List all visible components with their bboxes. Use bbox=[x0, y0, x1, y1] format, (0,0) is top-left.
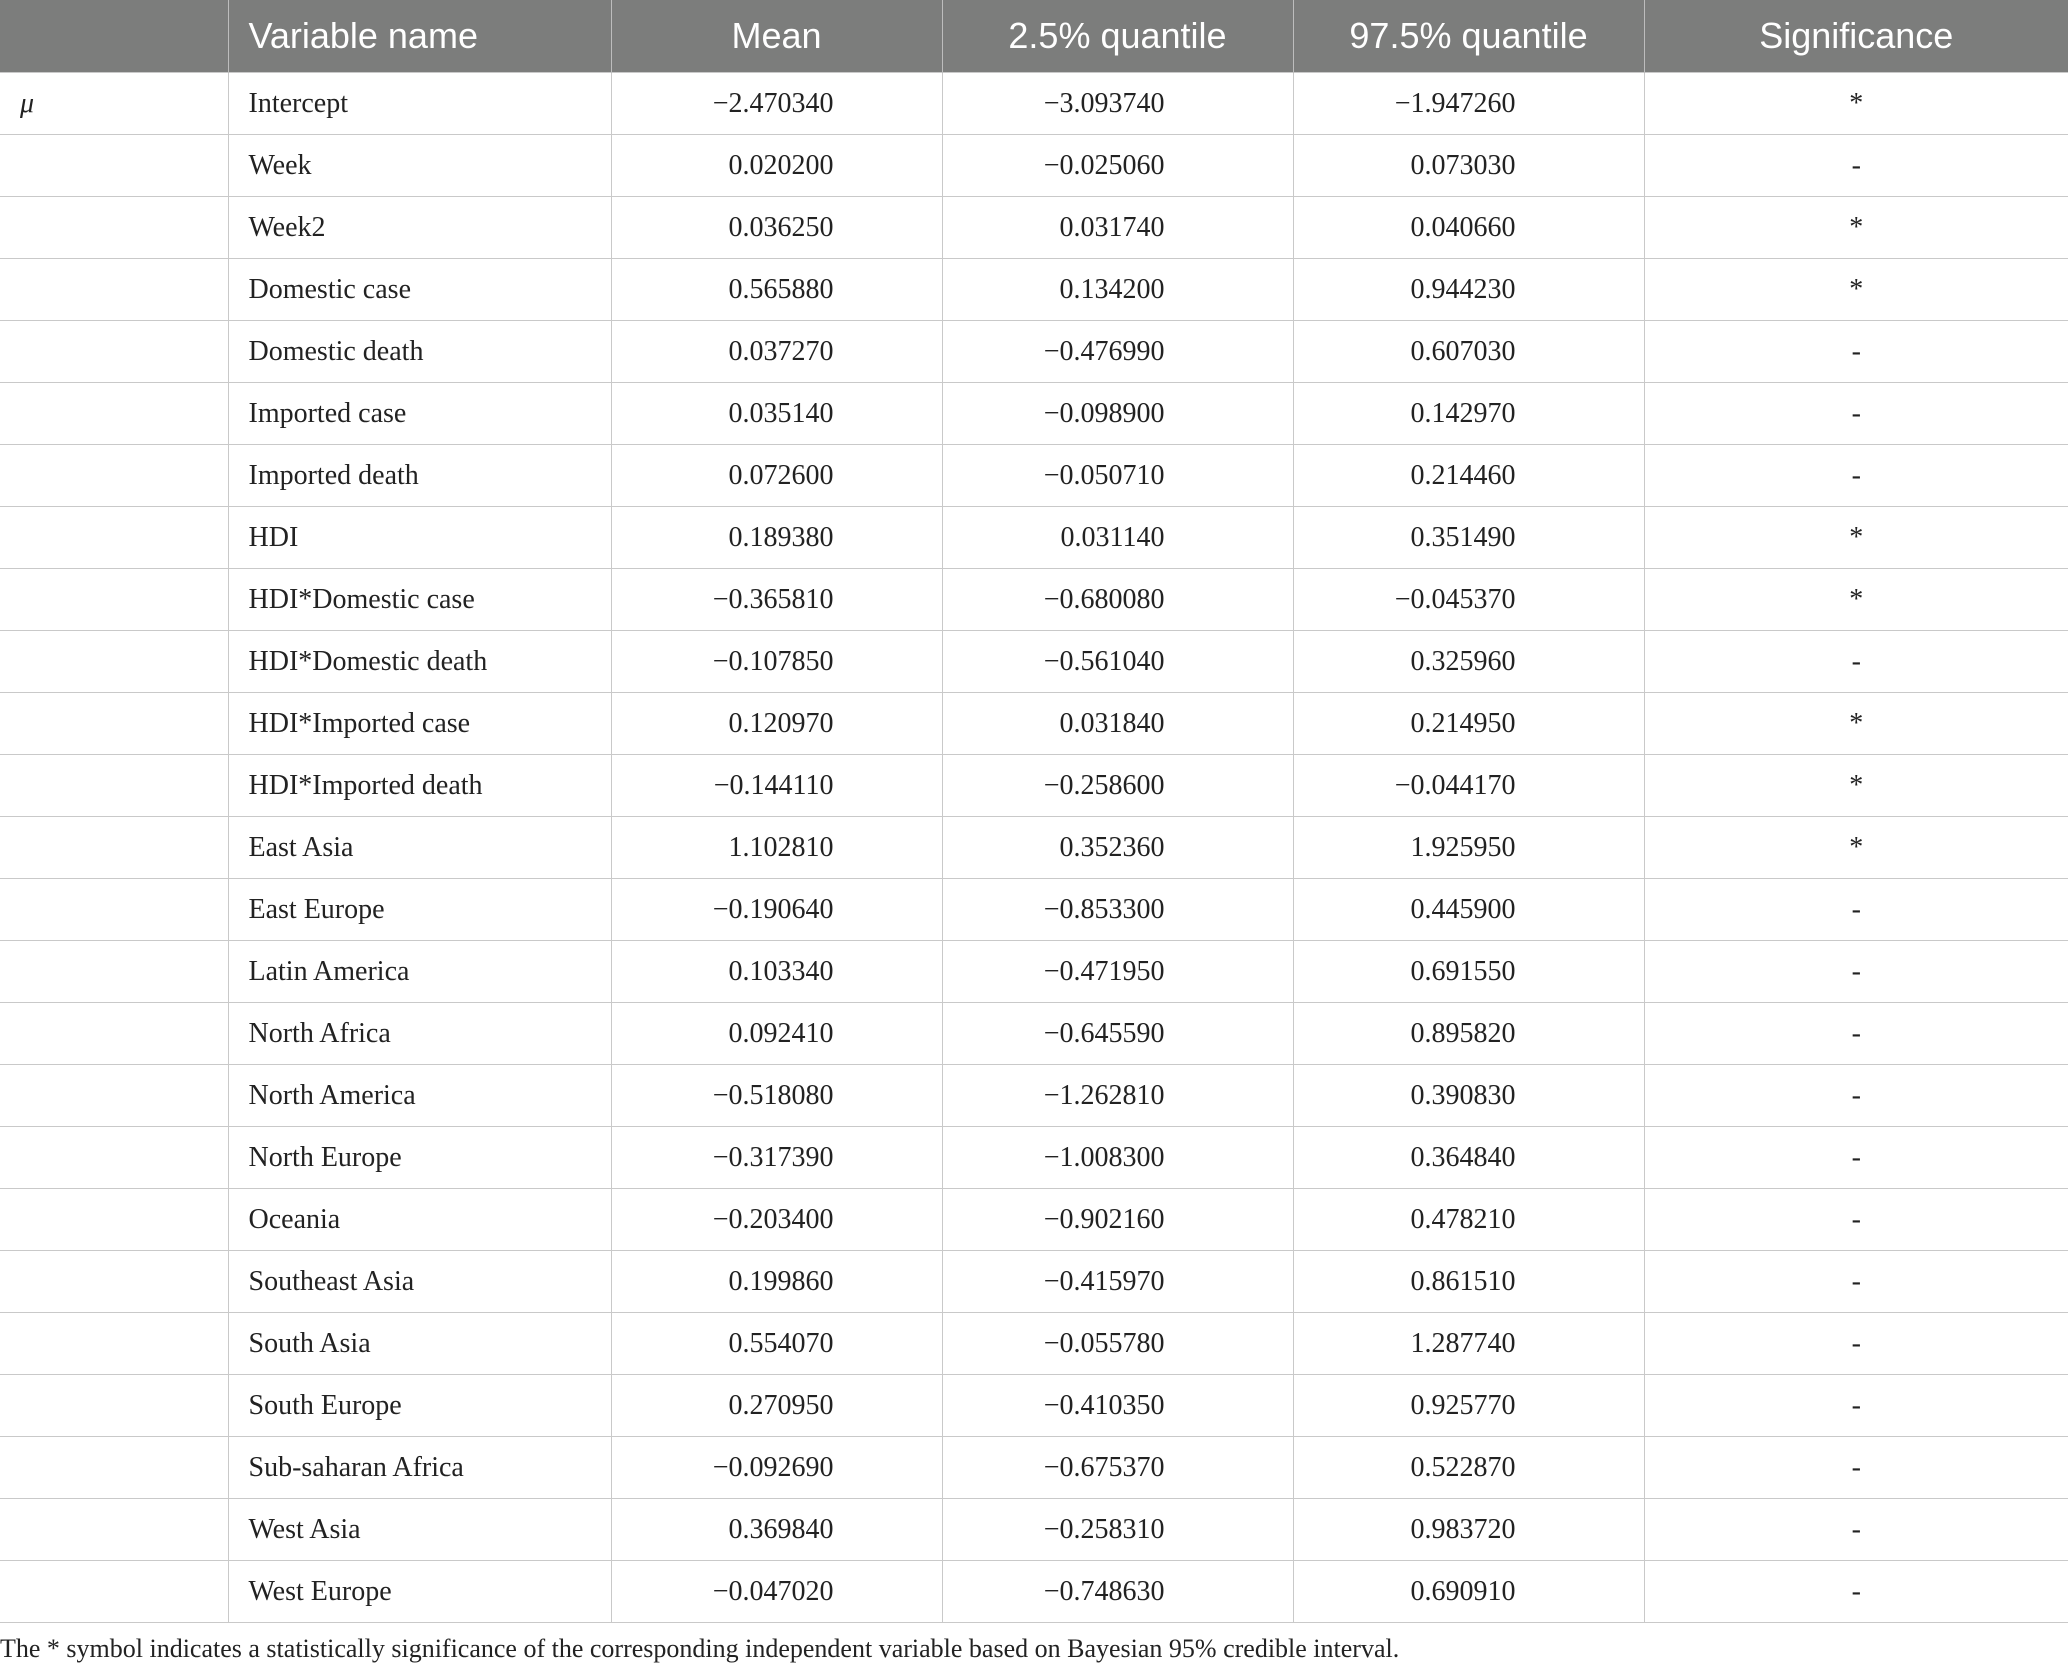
cell-mean: 0.072600 bbox=[611, 445, 942, 507]
cell-mean: 0.199860 bbox=[611, 1251, 942, 1313]
cell-mean: −0.317390 bbox=[611, 1127, 942, 1189]
cell-quantile-97-5: 0.214950 bbox=[1293, 693, 1644, 755]
cell-symbol bbox=[0, 1189, 228, 1251]
cell-variable-name: East Asia bbox=[228, 817, 611, 879]
table-row bbox=[0, 383, 2068, 445]
cell-significance: * bbox=[1644, 259, 2068, 321]
cell-quantile-2-5: −0.415970 bbox=[942, 1251, 1293, 1313]
table-row bbox=[0, 445, 2068, 507]
header-symbol bbox=[0, 0, 228, 73]
cell-significance: - bbox=[1644, 1065, 2068, 1127]
cell-quantile-97-5: 0.390830 bbox=[1293, 1065, 1644, 1127]
cell-variable-name: Latin America bbox=[228, 941, 611, 1003]
cell-significance: - bbox=[1644, 383, 2068, 445]
cell-symbol bbox=[0, 1065, 228, 1127]
cell-variable-name: South Asia bbox=[228, 1313, 611, 1375]
table-row bbox=[0, 1375, 2068, 1437]
cell-symbol bbox=[0, 693, 228, 755]
cell-variable-name: HDI*Imported death bbox=[228, 755, 611, 817]
cell-significance: - bbox=[1644, 1003, 2068, 1065]
cell-quantile-2-5: −0.050710 bbox=[942, 445, 1293, 507]
cell-variable-name: Week bbox=[228, 135, 611, 197]
cell-quantile-2-5: −0.476990 bbox=[942, 321, 1293, 383]
cell-significance: - bbox=[1644, 941, 2068, 1003]
cell-quantile-2-5: −0.098900 bbox=[942, 383, 1293, 445]
cell-mean: 0.554070 bbox=[611, 1313, 942, 1375]
table-footnote: The * symbol indicates a statistically significance of the corresponding independent variable based on Bayesian 95% credible interval. bbox=[0, 1634, 1400, 1663]
cell-quantile-97-5: 0.445900 bbox=[1293, 879, 1644, 941]
table-row bbox=[0, 507, 2068, 569]
cell-symbol bbox=[0, 1561, 228, 1623]
cell-mean: 0.020200 bbox=[611, 135, 942, 197]
cell-variable-name: South Europe bbox=[228, 1375, 611, 1437]
cell-significance: - bbox=[1644, 1189, 2068, 1251]
cell-quantile-97-5: 0.861510 bbox=[1293, 1251, 1644, 1313]
cell-mean: 0.270950 bbox=[611, 1375, 942, 1437]
table-row bbox=[0, 693, 2068, 755]
cell-quantile-2-5: −1.262810 bbox=[942, 1065, 1293, 1127]
table-row bbox=[0, 631, 2068, 693]
cell-significance: - bbox=[1644, 1375, 2068, 1437]
cell-mean: −0.365810 bbox=[611, 569, 942, 631]
table-body bbox=[0, 73, 2068, 1623]
cell-significance: - bbox=[1644, 1313, 2068, 1375]
header-quantile-97-5: 97.5% quantile bbox=[1293, 0, 1644, 73]
cell-quantile-97-5: −0.045370 bbox=[1293, 569, 1644, 631]
cell-quantile-97-5: 0.607030 bbox=[1293, 321, 1644, 383]
cell-significance: - bbox=[1644, 321, 2068, 383]
cell-significance: * bbox=[1644, 817, 2068, 879]
cell-variable-name: HDI*Domestic case bbox=[228, 569, 611, 631]
cell-quantile-2-5: 0.031740 bbox=[942, 197, 1293, 259]
cell-significance: - bbox=[1644, 631, 2068, 693]
cell-quantile-97-5: −0.044170 bbox=[1293, 755, 1644, 817]
cell-mean: −0.203400 bbox=[611, 1189, 942, 1251]
cell-quantile-2-5: −0.645590 bbox=[942, 1003, 1293, 1065]
cell-significance: - bbox=[1644, 1251, 2068, 1313]
cell-variable-name: North Africa bbox=[228, 1003, 611, 1065]
cell-quantile-2-5: −0.471950 bbox=[942, 941, 1293, 1003]
header-significance: Significance bbox=[1644, 0, 2068, 73]
cell-quantile-97-5: −1.947260 bbox=[1293, 73, 1644, 135]
cell-significance: * bbox=[1644, 197, 2068, 259]
cell-quantile-2-5: −0.680080 bbox=[942, 569, 1293, 631]
cell-variable-name: Oceania bbox=[228, 1189, 611, 1251]
cell-significance: * bbox=[1644, 569, 2068, 631]
cell-mean: 0.189380 bbox=[611, 507, 942, 569]
cell-quantile-2-5: 0.031840 bbox=[942, 693, 1293, 755]
cell-symbol bbox=[0, 135, 228, 197]
cell-mean: 0.035140 bbox=[611, 383, 942, 445]
table-row bbox=[0, 73, 2068, 135]
table-row bbox=[0, 1437, 2068, 1499]
header-row bbox=[0, 0, 2068, 73]
cell-mean: 0.036250 bbox=[611, 197, 942, 259]
cell-significance: - bbox=[1644, 1127, 2068, 1189]
table-row bbox=[0, 1003, 2068, 1065]
table-row bbox=[0, 879, 2068, 941]
cell-significance: * bbox=[1644, 755, 2068, 817]
table-row bbox=[0, 135, 2068, 197]
cell-symbol bbox=[0, 631, 228, 693]
cell-symbol bbox=[0, 569, 228, 631]
cell-symbol: μ bbox=[0, 73, 228, 135]
cell-significance: - bbox=[1644, 879, 2068, 941]
cell-quantile-97-5: 0.351490 bbox=[1293, 507, 1644, 569]
cell-quantile-2-5: −0.853300 bbox=[942, 879, 1293, 941]
cell-symbol bbox=[0, 445, 228, 507]
cell-significance: * bbox=[1644, 507, 2068, 569]
cell-quantile-2-5: −1.008300 bbox=[942, 1127, 1293, 1189]
cell-variable-name: Week2 bbox=[228, 197, 611, 259]
cell-mean: 0.103340 bbox=[611, 941, 942, 1003]
cell-quantile-2-5: 0.352360 bbox=[942, 817, 1293, 879]
header-mean: Mean bbox=[611, 0, 942, 73]
cell-variable-name: Imported death bbox=[228, 445, 611, 507]
cell-mean: −0.190640 bbox=[611, 879, 942, 941]
cell-quantile-2-5: −0.561040 bbox=[942, 631, 1293, 693]
cell-mean: 0.092410 bbox=[611, 1003, 942, 1065]
cell-quantile-2-5: 0.031140 bbox=[942, 507, 1293, 569]
cell-symbol bbox=[0, 259, 228, 321]
cell-quantile-97-5: 0.691550 bbox=[1293, 941, 1644, 1003]
cell-symbol bbox=[0, 941, 228, 1003]
table-row bbox=[0, 755, 2068, 817]
cell-quantile-2-5: −0.902160 bbox=[942, 1189, 1293, 1251]
cell-quantile-97-5: 0.325960 bbox=[1293, 631, 1644, 693]
table-row bbox=[0, 941, 2068, 1003]
cell-variable-name: Domestic case bbox=[228, 259, 611, 321]
table-row bbox=[0, 1065, 2068, 1127]
cell-mean: −0.092690 bbox=[611, 1437, 942, 1499]
cell-variable-name: North Europe bbox=[228, 1127, 611, 1189]
table-row bbox=[0, 1127, 2068, 1189]
cell-significance: - bbox=[1644, 445, 2068, 507]
cell-mean: 0.037270 bbox=[611, 321, 942, 383]
cell-significance: * bbox=[1644, 73, 2068, 135]
cell-mean: −0.518080 bbox=[611, 1065, 942, 1127]
cell-mean: 0.120970 bbox=[611, 693, 942, 755]
cell-symbol bbox=[0, 197, 228, 259]
cell-quantile-97-5: 0.478210 bbox=[1293, 1189, 1644, 1251]
cell-significance: - bbox=[1644, 1499, 2068, 1561]
table-row bbox=[0, 321, 2068, 383]
cell-quantile-97-5: 0.522870 bbox=[1293, 1437, 1644, 1499]
cell-symbol bbox=[0, 1437, 228, 1499]
cell-symbol bbox=[0, 1127, 228, 1189]
cell-mean: 0.369840 bbox=[611, 1499, 942, 1561]
header-variable-name: Variable name bbox=[228, 0, 611, 73]
cell-mean: −2.470340 bbox=[611, 73, 942, 135]
table-row bbox=[0, 197, 2068, 259]
cell-variable-name: HDI bbox=[228, 507, 611, 569]
cell-quantile-97-5: 0.073030 bbox=[1293, 135, 1644, 197]
cell-mean: −0.144110 bbox=[611, 755, 942, 817]
cell-symbol bbox=[0, 879, 228, 941]
cell-quantile-97-5: 0.364840 bbox=[1293, 1127, 1644, 1189]
cell-mean: −0.047020 bbox=[611, 1561, 942, 1623]
cell-mean: −0.107850 bbox=[611, 631, 942, 693]
cell-quantile-97-5: 0.142970 bbox=[1293, 383, 1644, 445]
cell-symbol bbox=[0, 1003, 228, 1065]
cell-significance: * bbox=[1644, 693, 2068, 755]
cell-mean: 1.102810 bbox=[611, 817, 942, 879]
cell-variable-name: Southeast Asia bbox=[228, 1251, 611, 1313]
table-row bbox=[0, 1499, 2068, 1561]
cell-variable-name: West Asia bbox=[228, 1499, 611, 1561]
cell-quantile-2-5: −0.675370 bbox=[942, 1437, 1293, 1499]
cell-quantile-2-5: −0.410350 bbox=[942, 1375, 1293, 1437]
table-row bbox=[0, 569, 2068, 631]
cell-variable-name: East Europe bbox=[228, 879, 611, 941]
table-row bbox=[0, 1313, 2068, 1375]
cell-variable-name: Sub-saharan Africa bbox=[228, 1437, 611, 1499]
table-row bbox=[0, 1189, 2068, 1251]
cell-quantile-97-5: 0.690910 bbox=[1293, 1561, 1644, 1623]
cell-symbol bbox=[0, 1375, 228, 1437]
cell-quantile-2-5: −0.258310 bbox=[942, 1499, 1293, 1561]
cell-mean: 0.565880 bbox=[611, 259, 942, 321]
cell-variable-name: Intercept bbox=[228, 73, 611, 135]
cell-symbol bbox=[0, 755, 228, 817]
table-row bbox=[0, 817, 2068, 879]
table-row bbox=[0, 259, 2068, 321]
cell-quantile-2-5: −0.258600 bbox=[942, 755, 1293, 817]
cell-quantile-2-5: −0.748630 bbox=[942, 1561, 1293, 1623]
cell-symbol bbox=[0, 1499, 228, 1561]
cell-quantile-2-5: −0.025060 bbox=[942, 135, 1293, 197]
cell-symbol bbox=[0, 817, 228, 879]
cell-variable-name: Imported case bbox=[228, 383, 611, 445]
cell-significance: - bbox=[1644, 135, 2068, 197]
table-row bbox=[0, 1561, 2068, 1623]
cell-variable-name: HDI*Domestic death bbox=[228, 631, 611, 693]
cell-significance: - bbox=[1644, 1437, 2068, 1499]
header-quantile-2-5: 2.5% quantile bbox=[942, 0, 1293, 73]
cell-variable-name: Domestic death bbox=[228, 321, 611, 383]
cell-quantile-97-5: 1.925950 bbox=[1293, 817, 1644, 879]
cell-variable-name: HDI*Imported case bbox=[228, 693, 611, 755]
cell-quantile-2-5: 0.134200 bbox=[942, 259, 1293, 321]
table-row bbox=[0, 1251, 2068, 1313]
cell-quantile-97-5: 0.895820 bbox=[1293, 1003, 1644, 1065]
cell-variable-name: West Europe bbox=[228, 1561, 611, 1623]
cell-quantile-97-5: 0.925770 bbox=[1293, 1375, 1644, 1437]
table-header bbox=[0, 0, 2068, 73]
cell-quantile-97-5: 0.944230 bbox=[1293, 259, 1644, 321]
cell-quantile-97-5: 1.287740 bbox=[1293, 1313, 1644, 1375]
cell-symbol bbox=[0, 1313, 228, 1375]
cell-quantile-97-5: 0.040660 bbox=[1293, 197, 1644, 259]
cell-symbol bbox=[0, 507, 228, 569]
cell-symbol bbox=[0, 321, 228, 383]
cell-variable-name: North America bbox=[228, 1065, 611, 1127]
cell-quantile-97-5: 0.214460 bbox=[1293, 445, 1644, 507]
cell-quantile-97-5: 0.983720 bbox=[1293, 1499, 1644, 1561]
cell-symbol bbox=[0, 383, 228, 445]
cell-significance: - bbox=[1644, 1561, 2068, 1623]
cell-quantile-2-5: −0.055780 bbox=[942, 1313, 1293, 1375]
cell-symbol bbox=[0, 1251, 228, 1313]
cell-quantile-2-5: −3.093740 bbox=[942, 73, 1293, 135]
